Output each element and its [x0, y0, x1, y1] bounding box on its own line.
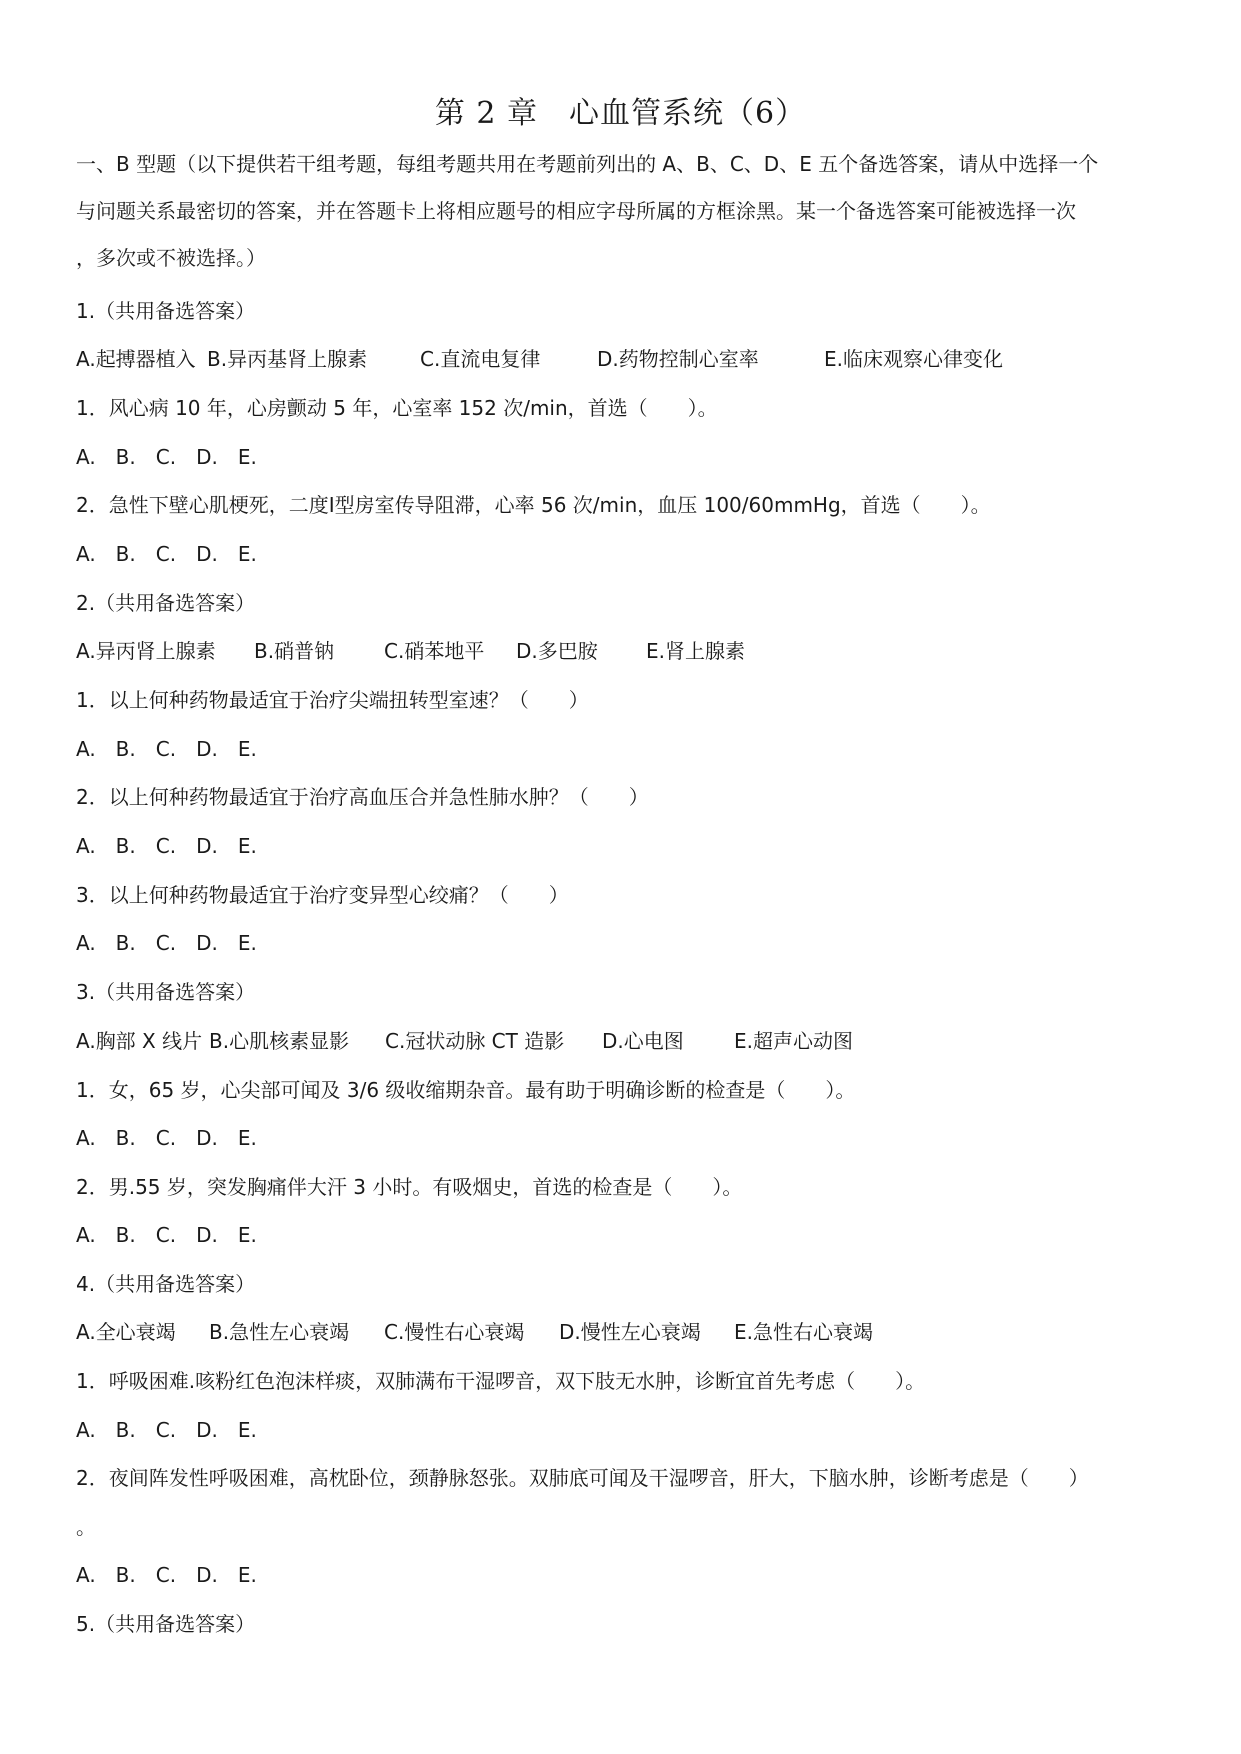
group-2-answer-options: [76, 637, 745, 665]
group-1-question-1: 1．风心病 10 年，心房颤动 5 年，心室率 152 次/min，首选（ ）。: [76, 396, 718, 420]
group-4-answer-options: [76, 1318, 873, 1346]
group-3-option-a: A.胸部 X 线片: [76, 1029, 203, 1053]
group-2-option-e: E.肾上腺素: [646, 639, 745, 663]
group-4-option-d: D.慢性左心衰竭: [559, 1320, 701, 1344]
group-2-header: 2.（共用备选答案）: [76, 591, 256, 615]
group-4-option-c: C.慢性右心衰竭: [384, 1320, 525, 1344]
group-2-question-3-choices: A. B. C. D. E.: [76, 931, 257, 955]
group-3-question-2-choices: A. B. C. D. E.: [76, 1223, 257, 1247]
group-1-option-c: C.直流电复律: [420, 347, 541, 371]
group-1-question-2-choices: A. B. C. D. E.: [76, 542, 257, 566]
group-1-question-2: 2．急性下壁心肌梗死，二度Ⅰ型房室传导阻滞，心率 56 次/min，血压 100/60mmHg，首选（ ）。: [76, 493, 991, 517]
group-4-option-e: E.急性右心衰竭: [734, 1320, 873, 1344]
group-2-question-2: 2．以上何种药物最适宜于治疗高血压合并急性肺水肿？（ ）: [76, 785, 649, 809]
group-2-question-2-choices: A. B. C. D. E.: [76, 834, 257, 858]
group-2-option-a: A.异丙肾上腺素: [76, 639, 216, 663]
group-4-question-2: 2．夜间阵发性呼吸困难，高枕卧位，颈静脉怒张。双肺底可闻及干湿啰音，肝大，下脑水肿，诊断考虑是（ ）: [76, 1466, 1089, 1490]
group-4-question-1-choices: A. B. C. D. E.: [76, 1418, 257, 1442]
group-5-header: 5.（共用备选答案）: [76, 1612, 256, 1636]
group-3-header: 3.（共用备选答案）: [76, 980, 256, 1004]
group-1-option-d: D.药物控制心室率: [597, 347, 759, 371]
group-3-answer-options: [76, 1027, 853, 1055]
group-1-option-e: E.临床观察心律变化: [824, 347, 1003, 371]
group-4-question-1: 1．呼吸困难.咳粉红色泡沫样痰，双肺满布干湿啰音，双下肢无水肿，诊断宜首先考虑（ ）。: [76, 1369, 926, 1393]
group-3-question-1: 1．女，65 岁，心尖部可闻及 3/6 级收缩期杂音。最有助于明确诊断的检查是（ ）。: [76, 1078, 856, 1102]
group-4-option-a: A.全心衰竭: [76, 1320, 176, 1344]
group-2-question-1-choices: A. B. C. D. E.: [76, 737, 257, 761]
group-1-question-1-choices: A. B. C. D. E.: [76, 445, 257, 469]
group-2-option-c: C.硝苯地平: [384, 639, 485, 663]
group-2-question-1: 1．以上何种药物最适宜于治疗尖端扭转型室速？（ ）: [76, 688, 589, 712]
group-4-header: 4.（共用备选答案）: [76, 1272, 256, 1296]
page-title: 第 2 章 心血管系统（6）: [434, 96, 807, 131]
instructions-line-3: ，多次或不被选择。）: [76, 246, 266, 270]
group-3-option-e: E.超声心动图: [734, 1029, 853, 1053]
group-3-option-d: D.心电图: [602, 1029, 684, 1053]
group-3-option-b: B.心肌核素显影: [209, 1029, 350, 1053]
group-1-option-b: B.异丙基肾上腺素: [207, 347, 368, 371]
group-4-question-2-choices: A. B. C. D. E.: [76, 1563, 257, 1587]
group-4-option-b: B.急性左心衰竭: [209, 1320, 350, 1344]
instructions-line-1: 一、B 型题（以下提供若干组考题，每组考题共用在考题前列出的 A、B、C、D、E 五个备选答案，请从中选择一个: [76, 152, 1099, 176]
group-1-option-a: A.起搏器植入: [76, 347, 196, 371]
group-2-question-3: 3．以上何种药物最适宜于治疗变异型心绞痛？（ ）: [76, 883, 569, 907]
group-3-question-2: 2．男.55 岁，突发胸痛伴大汗 3 小时。有吸烟史，首选的检查是（ ）。: [76, 1175, 743, 1199]
group-2-option-d: D.多巴胺: [516, 639, 598, 663]
group-2-option-b: B.硝普钠: [254, 639, 335, 663]
group-4-question-2-continuation: 。: [76, 1515, 96, 1539]
group-3-question-1-choices: A. B. C. D. E.: [76, 1126, 257, 1150]
group-1-header: 1.（共用备选答案）: [76, 299, 256, 323]
group-3-option-c: C.冠状动脉 CT 造影: [385, 1029, 565, 1053]
instructions-line-2: 与问题关系最密切的答案，并在答题卡上将相应题号的相应字母所属的方框涂黑。某一个备选答案可能被选择一次: [76, 199, 1076, 223]
group-1-answer-options: [76, 345, 1003, 373]
